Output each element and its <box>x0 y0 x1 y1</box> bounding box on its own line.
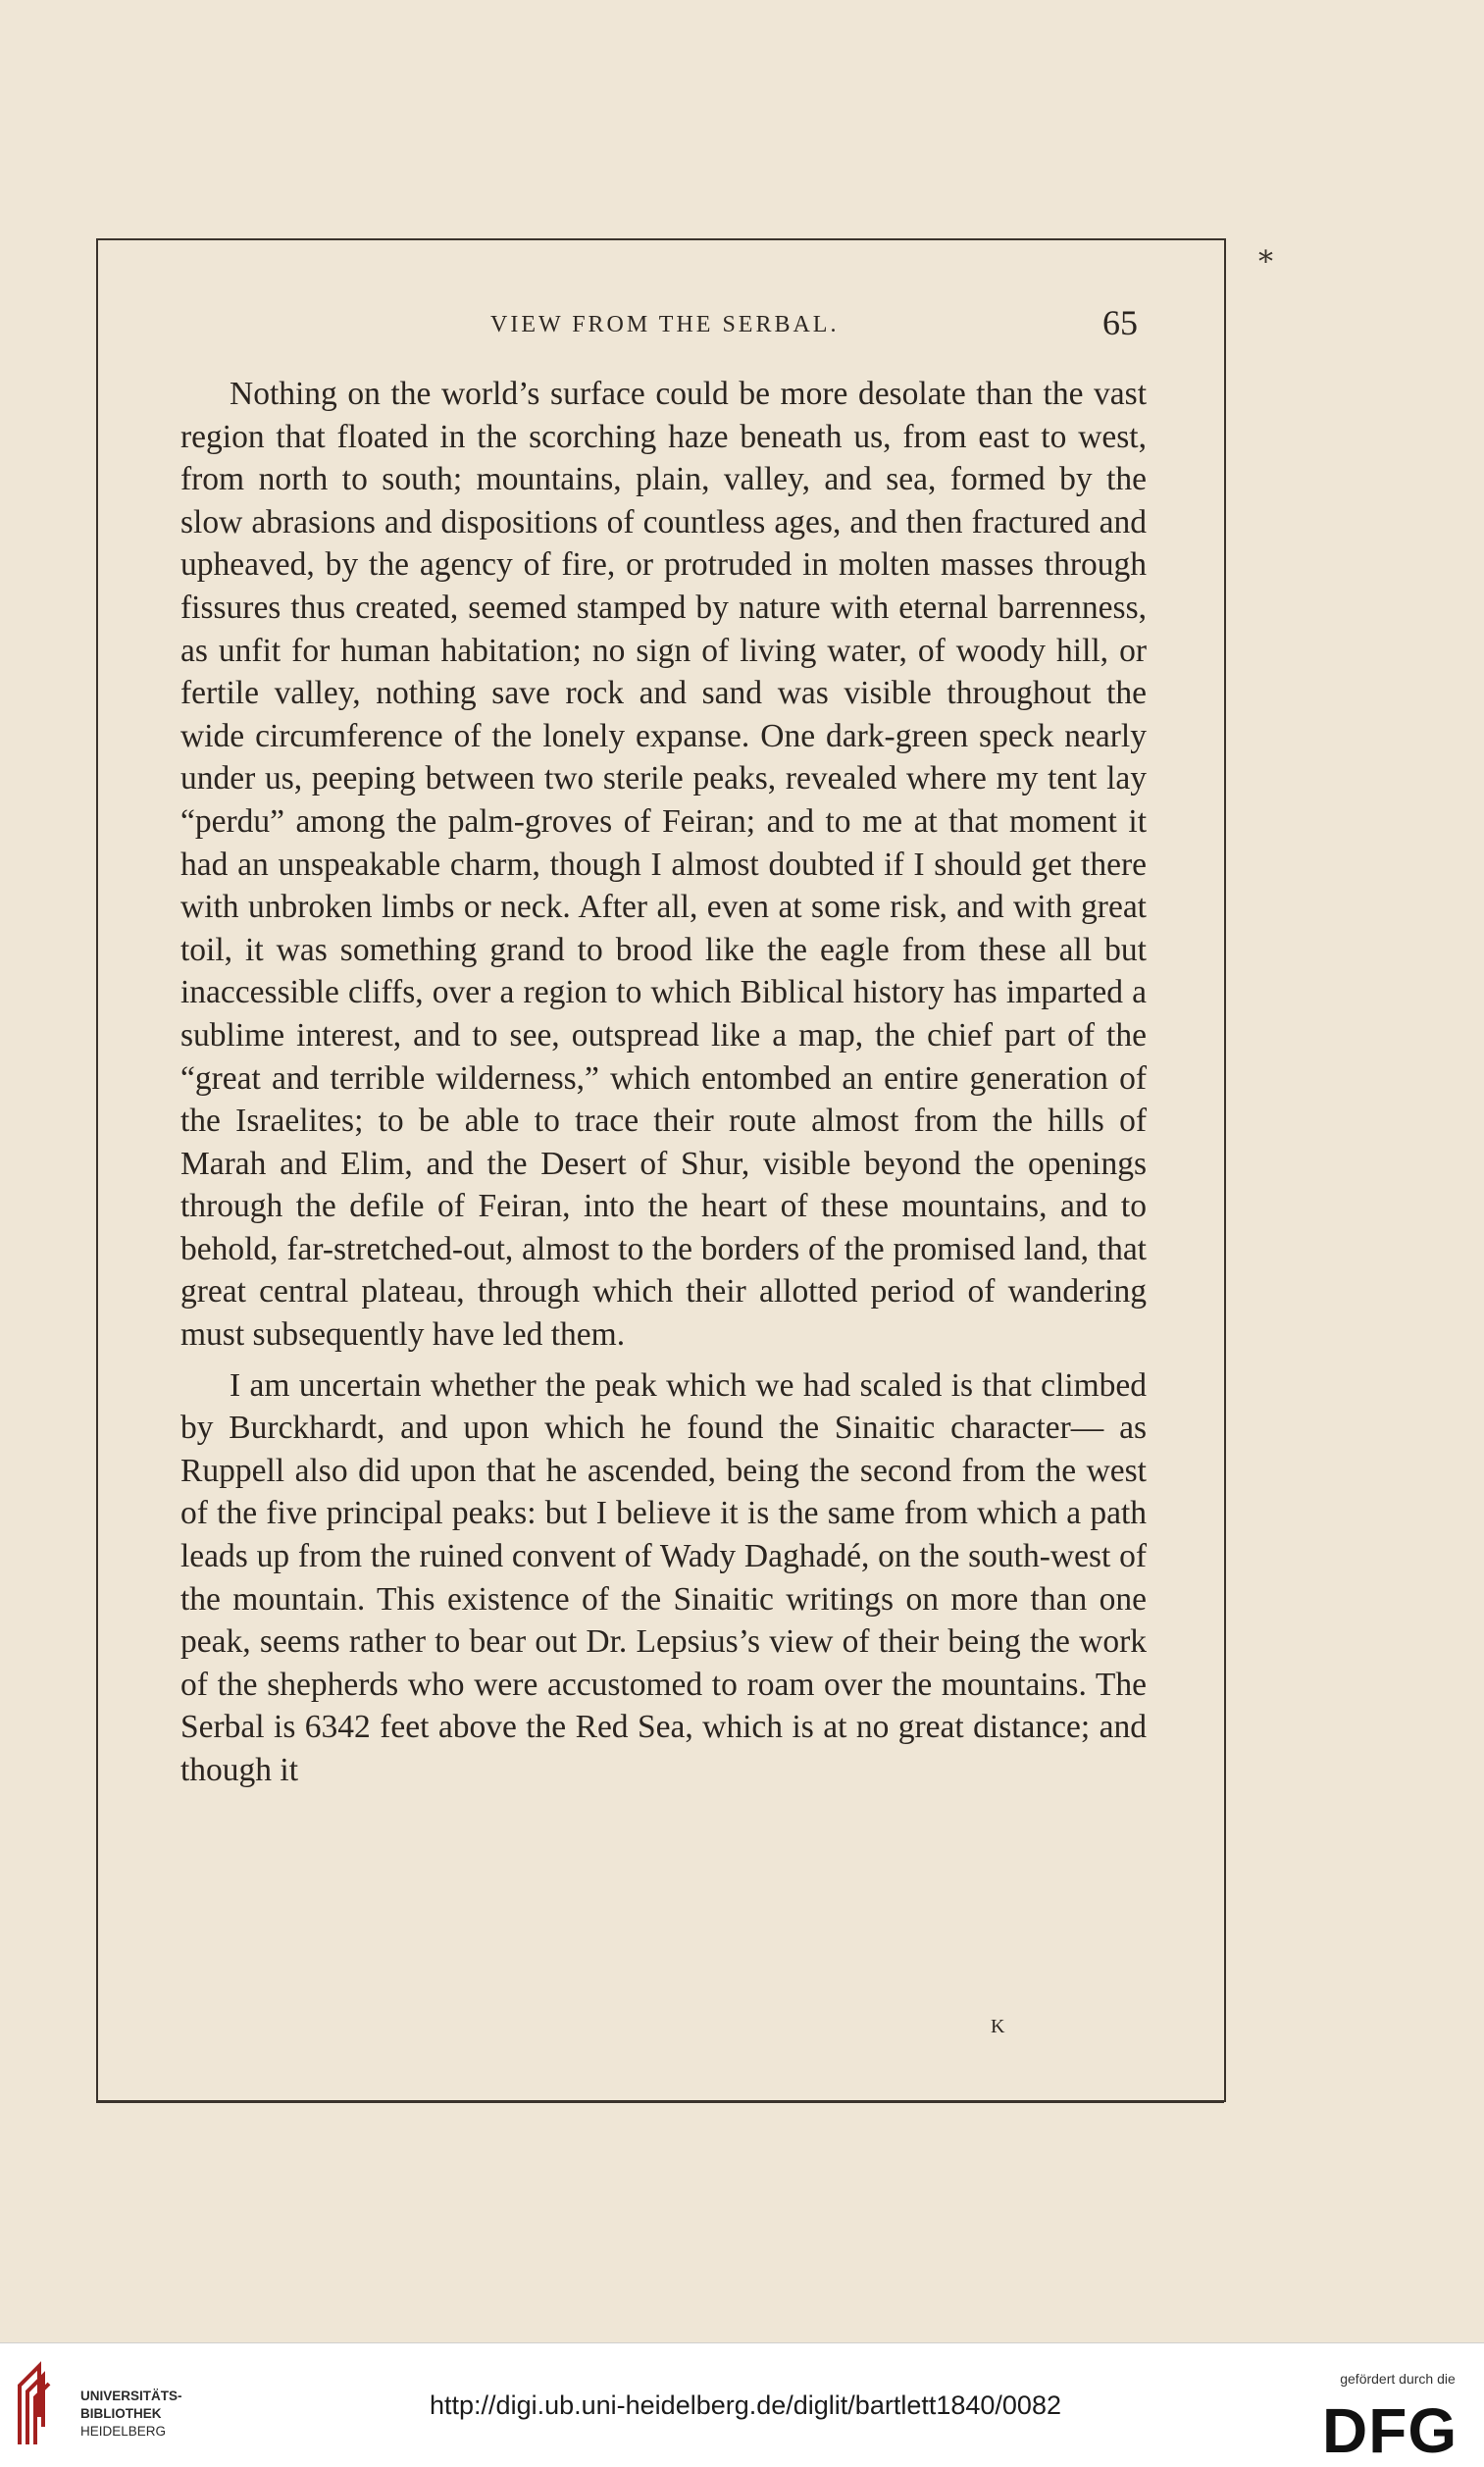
margin-mark: ⁎ <box>1258 236 1273 269</box>
running-head: VIEW FROM THE SERBAL. <box>490 312 840 337</box>
signature-mark: K <box>991 2016 1007 2037</box>
frame-bottom-rule <box>96 2100 1224 2103</box>
paragraph-1: Nothing on the world’s surface could be more desolate than the vast region that floated in the scorching haze beneath us, from east to west, from north to south; mountains, plain, valley, and sea, formed by the slow abrasions and dispositions of countless ages, and then fractured and upheaved, by the agency of fire, or protruded in molten masses through fissures thus created, seemed stamped by nature with eternal barrenness, as unfit for human habitation; no sign of living water, of woody hill, or fertile valley, nothing save rock and sand was visible throughout the wide circumference of the lonely expanse. One dark-green speck nearly under us, peeping between two sterile peaks, revealed where my tent lay “perdu” among the palm-groves of Feiran; and to me at that moment it had an unspeakable charm, though I almost doubted if I should get there with unbroken limbs or neck. After all, even at some risk, and with great toil, it was something grand to brood like the eagle from these all but inaccessible cliffs, over a region to which Biblical history has imparted a sublime interest, and to see, outspread like a map, the chief part of the “great and terrible wilderness,” which entombed an entire generation of the Israelites; to be able to trace their route almost from the hills of Marah and Elim, and the Desert of Shur, visible beyond the openings through the defile of Feiran, into the heart of these mountains, and to behold, far-stretched-out, almost to the borders of the promised land, that great central plateau, through which their allotted period of wandering must subsequently have led them. <box>180 376 1147 1354</box>
paragraph-2: I am uncertain whether the peak which we had scaled is that climbed by Burckhardt, and upon which he found the Sinaitic character— as Ruppell also did upon that he ascended, being the second from the west of the five principal peaks: but I believe it is the same from which a path leads up from the ruined convent of Wady Daghadé, on the south-west of the mountain. This existence of the Sinaitic writings on more than one peak, seems rather to bear out Dr. Lepsius’s view of their being the work of the shepherds who were accustomed to roam over the mountains. The Serbal is 6342 feet above the Red Sea, which is at no great distance; and though it <box>180 1366 1147 1788</box>
funder-caption: gefördert durch die <box>1340 2371 1456 2387</box>
institution-name <box>80 2388 182 2441</box>
page-number: 65 <box>1102 303 1138 342</box>
institution-line-1: UNIVERSITÄTS- <box>80 2389 182 2403</box>
institution-line-3: HEIDELBERG <box>80 2424 167 2439</box>
dfg-logo: DFG <box>1322 2395 1458 2466</box>
institution-line-2: BIBLIOTHEK <box>80 2406 162 2421</box>
frame-top-rule <box>96 238 1224 240</box>
university-library-logo-icon <box>14 2358 63 2446</box>
permalink-url[interactable]: http://digi.ub.uni-heidelberg.de/diglit/bartlett1840/0082 <box>430 2390 1061 2420</box>
body-text <box>180 373 1147 1792</box>
